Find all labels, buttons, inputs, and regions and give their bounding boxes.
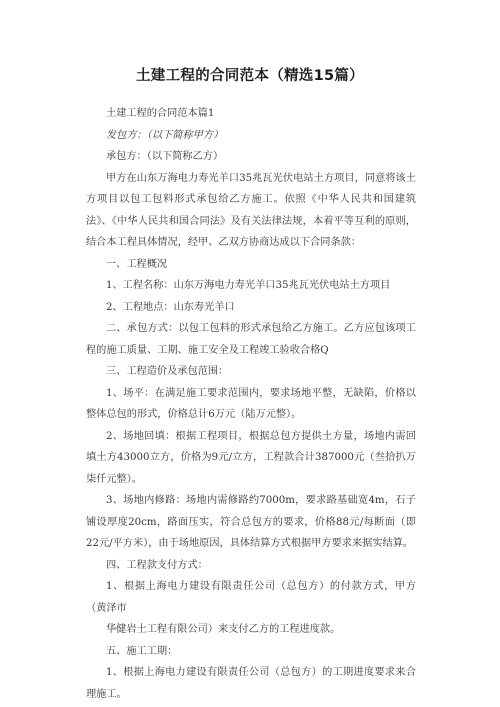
document-body [86,103,416,705]
schedule-paragraph: 1、根据上海电力建设有限责任公司（总包方）的工期进度要求来合理施工。 [86,667,416,700]
contractor-line: 承包方：（以下简称乙方） [106,151,224,162]
payment-paragraph-continued: 华健岩土工程有限公司）来支付乙方的工程进度款。 [106,624,341,635]
site-leveling-paragraph: 1、场平：在满足施工要求范围内，要求场地平整，无缺陷，价格以整体总包的形式，价格总计6万元（陆万元整）。 [86,387,416,420]
payment-paragraph: 1、根据上海电力建设有限责任公司（总包方）的付款方式，甲方（黄泽市 [86,581,416,614]
contract-method-paragraph: 二、承包方式：以包工包料的形式承包给乙方施工。乙方应包该项工程的施工质量、工期、施工安全及工程竣工验收合格Q [86,323,416,356]
project-name-line: 1、工程名称：山东万海电力寿光羊口35兆瓦光伏电站土方项目 [106,280,391,291]
clause-heading-cost: 三、工程造价及承包范围： [106,366,229,377]
document-title: 土建工程的合同范本（精选15篇） [136,68,364,84]
road-building-paragraph: 3、场地内修路：场地内需修路约7000m，要求路基础宽4m，石子铺设厚度20cm，路面压实，符合总包方的要求，价格88元/每断面（即22元/平方米），由于场地原因，具体结算方式根据甲方要求来据实结算。 [86,495,416,549]
preamble-paragraph: 甲方在山东万海电力寿光羊口35兆瓦光伏电站土方项目，同意将该土方项目以包工包料形式承包给乙方施工。依照《中华人民共和国建筑法》、《中华人民共和国合同法》及有关法律法规，本着平等互利的原则，结合本工程具体情况，经甲、乙双方协商达成以下合同条款： [86,172,416,248]
site-backfill-paragraph: 2、场地回填：根据工程项目，根据总包方提供土方量，场地内需回填土方43000立方，价格为9元/立方，工程款合计387000元（叁拾扒万柒仟元整）。 [86,430,416,485]
project-location-line: 2、工程地点：山东寿光羊口 [106,301,235,313]
clause-heading-schedule: 五、施工工期： [106,645,178,657]
section-heading: 土建工程的合同范本篇1 [106,108,215,119]
clause-heading-overview: 一、工程概况 [106,258,168,270]
clause-heading-payment: 四、工程款支付方式： [106,559,208,571]
employer-line: 发包方：（以下简称甲方） [106,129,224,141]
